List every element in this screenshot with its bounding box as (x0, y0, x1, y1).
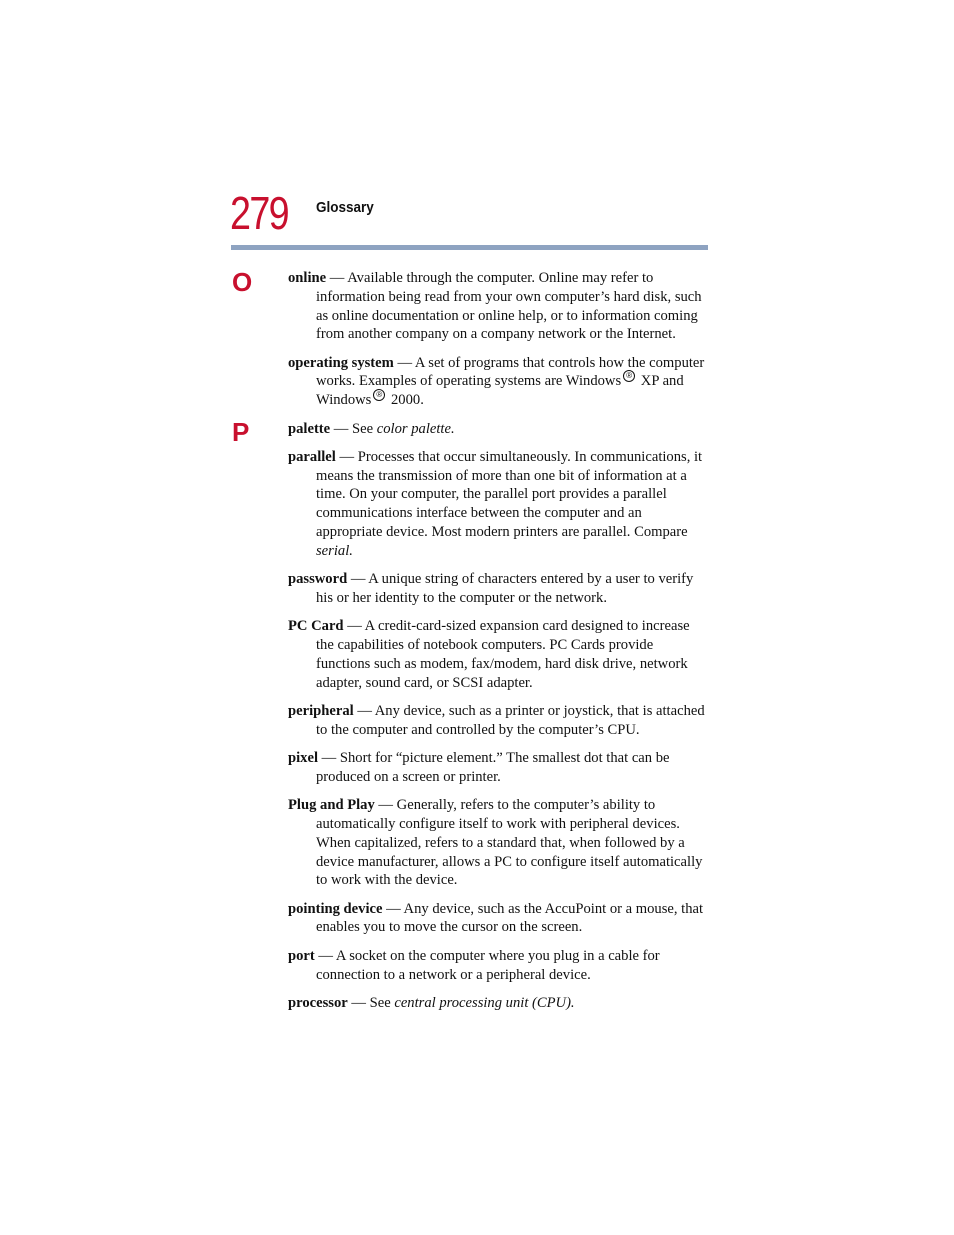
registered-mark-icon: ® (621, 384, 637, 385)
entry-definition: — Any device, such as the AccuPoint or a mouse, that enables you to move the cursor on the screen. (316, 900, 704, 936)
entry-definition: — See (347, 994, 395, 1011)
entry-definition-cont: XP and Windows (316, 373, 684, 409)
entry-term: online (288, 270, 327, 286)
entry-definition: — Any device, such as a printer or joystick, that is attached to the computer and controlled by the computer’s CPU. (316, 702, 705, 738)
entry-definition: — A credit-card-sized expansion card designed to increase the capabilities of notebook computers. PC Cards provide functions such as modem, fax/modem, hard disk drive, network adapter, sound card, or SCSI adapter. (316, 618, 690, 691)
section-letter-o: O (232, 267, 253, 297)
entry-parallel (288, 448, 709, 561)
entry-term: parallel (288, 448, 336, 465)
entry-term: palette (288, 420, 331, 437)
entry-definition-end: 2000. (387, 392, 424, 409)
entry-pixel (288, 749, 709, 787)
section-title: Glossary (316, 199, 374, 216)
entry-definition: — A unique string of characters entered by a user to verify his or her identity to the computer or the network. (316, 571, 694, 606)
entry-term: pixel (288, 750, 318, 767)
entry-definition: — Generally, refers to the computer’s ability to automatically configure itself to work with peripheral devices. When capitalized, refers to a standard that, when followed by a device manufacturer, allows a PC to configure itself automatically to work with the device. (316, 797, 703, 889)
entry-definition: — A socket on the computer where you plug in a cable for connection to a network or a peripheral device. (314, 947, 660, 983)
glossary-entries (288, 269, 709, 1022)
entry-definition: — Available through the computer. Online may refer to information being read from your own computer’s hard disk, such as online documentation or online help, or to information coming from another company on a company network or the Internet. (316, 270, 702, 343)
page-number: 279 (230, 187, 289, 239)
entry-term: Plug and Play (288, 797, 375, 814)
entry-password (288, 570, 709, 608)
entry-pointing-device (288, 900, 709, 938)
cross-reference: color palette. (376, 420, 455, 437)
entry-processor (288, 994, 709, 1013)
entry-online (288, 269, 709, 344)
entry-definition: — Short for “picture element.” The smallest dot that can be produced on a screen or printer. (316, 750, 670, 785)
cross-reference: central processing unit (CPU). (394, 994, 575, 1011)
entry-term: password (288, 571, 348, 588)
entry-definition: — A set of programs that controls how the computer works. Examples of operating systems are Windows (316, 354, 705, 390)
header-rule (231, 245, 708, 250)
entry-term: PC Card (288, 618, 344, 635)
registered-mark-icon: ® (371, 403, 387, 404)
entry-definition: — Processes that occur simultaneously. In communications, it means the transmission of more than one bit of information at a time. On your computer, the parallel port provides a parallel communications interface between the computer and an appropriate device. Most modern printers are parallel. Compare (316, 448, 703, 541)
entry-operating-system (288, 354, 709, 410)
entry-term: operating system (288, 354, 394, 371)
entry-definition: — See (330, 420, 377, 437)
section-letter-p: P (232, 417, 250, 447)
entry-term: peripheral (288, 702, 354, 719)
entry-palette (288, 420, 709, 439)
entry-term: processor (288, 994, 348, 1011)
entry-port (288, 947, 709, 985)
cross-reference: serial. (316, 542, 353, 559)
entry-term: pointing device (288, 900, 383, 917)
entry-term: port (288, 947, 315, 964)
entry-pc-card (288, 617, 709, 692)
entry-peripheral (288, 702, 709, 740)
entry-plug-and-play (288, 796, 709, 890)
